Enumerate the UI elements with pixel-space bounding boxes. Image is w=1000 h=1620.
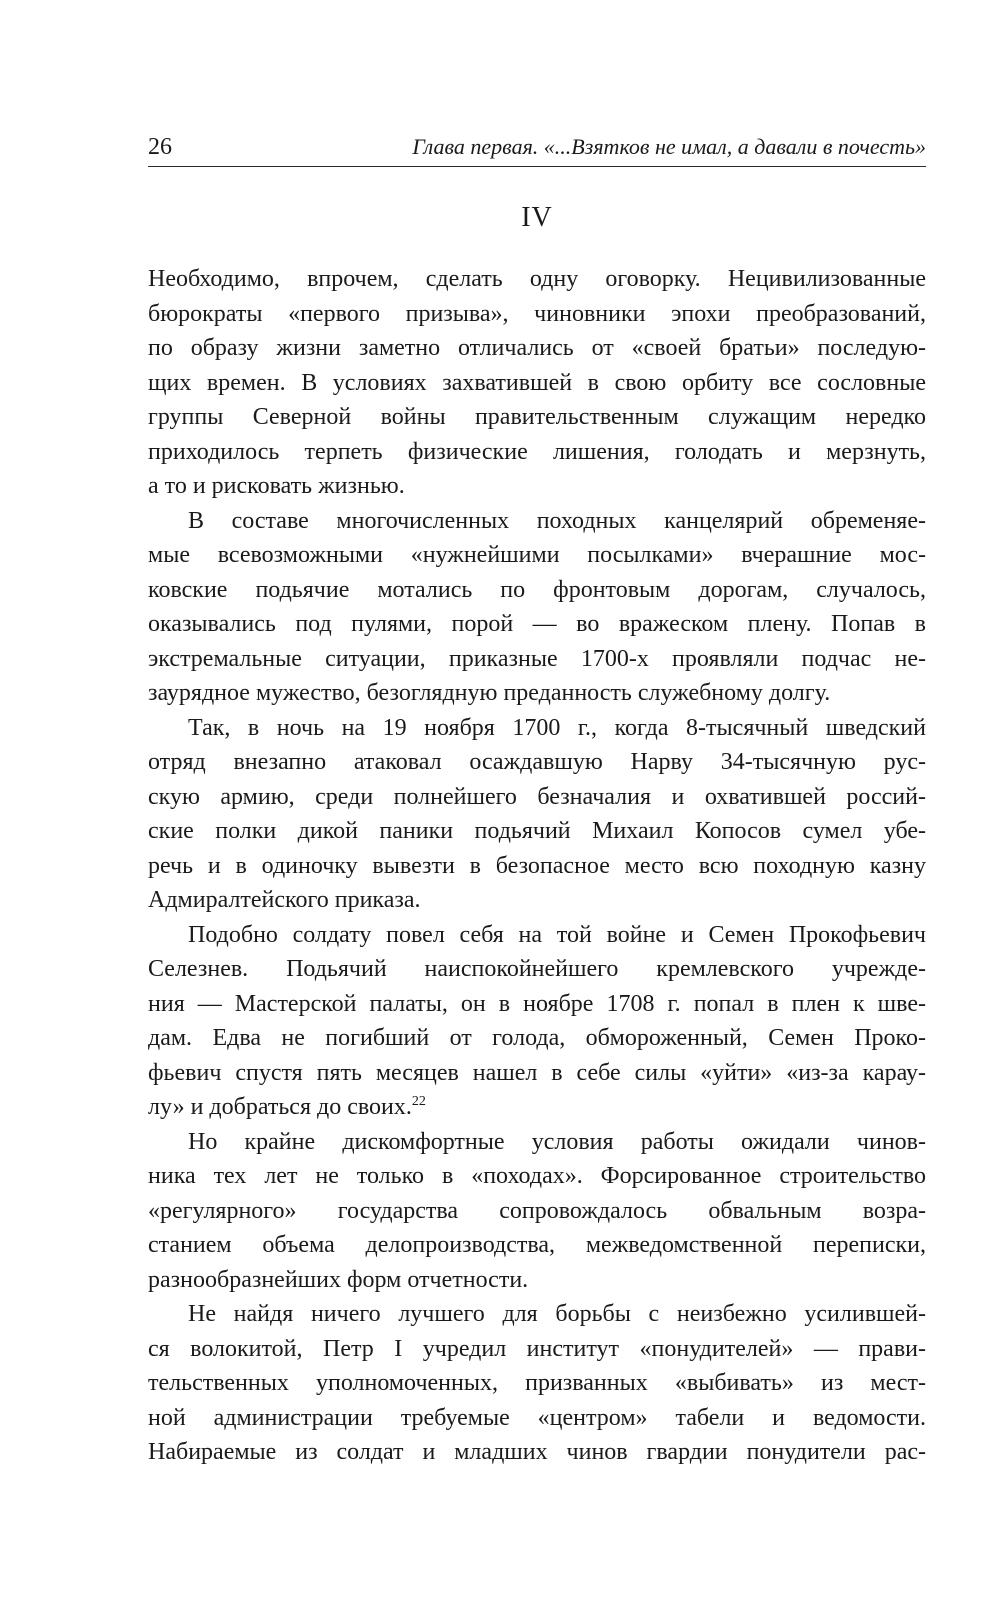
text-line: станием объема делопроизводства, межведомственной переписки, bbox=[148, 1232, 926, 1258]
text-line: Набираемые из солдат и младших чинов гвардии понудители рас- bbox=[148, 1439, 926, 1465]
text-line: разнообразнейших форм отчетности. bbox=[148, 1266, 529, 1293]
text-line: ские полки дикой паники подьячий Михаил Копосов сумел убе- bbox=[148, 818, 926, 844]
text-line: дам. Едва не погибший от голода, обмороженный, Семен Проко- bbox=[148, 1025, 926, 1051]
text-line: ной администрации требуемые «центром» табели и ведомости. bbox=[148, 1404, 926, 1431]
paragraph bbox=[148, 262, 926, 504]
text-line: тельственных уполномоченных, призванных «выбивать» из мест- bbox=[148, 1370, 926, 1396]
text-line: скую армию, среди полнейшего безначалия и охватившей россий- bbox=[148, 783, 926, 810]
text-line: Подобно солдату повел себя на той войне и Семен Прокофьевич bbox=[188, 921, 926, 948]
text-line-content: лу» и добраться до своих. bbox=[148, 1094, 412, 1120]
text-line: а то и рисковать жизнью. bbox=[148, 473, 405, 499]
text-line: ника тех лет не только в «походах». Форсированное строительство bbox=[148, 1163, 926, 1189]
text-line bbox=[148, 1090, 926, 1125]
page-number: 26 bbox=[148, 134, 172, 160]
text-line: ковские подьячие мотались по фронтовым дорогам, случалось, bbox=[148, 576, 926, 603]
text-line: Селезнев. Подьячий наиспокойнейшего кремлевского учрежде- bbox=[148, 956, 926, 982]
running-header bbox=[148, 132, 926, 167]
text-line: Не найдя ничего лучшего для борьбы с неизбежно усилившей- bbox=[188, 1301, 926, 1327]
text-line: В составе многочисленных походных канцелярий обременяе- bbox=[188, 507, 926, 534]
paragraph bbox=[148, 504, 926, 711]
text-line: приходилось терпеть физические лишения, голодать и мерзнуть, bbox=[148, 438, 926, 465]
paragraph bbox=[148, 711, 926, 918]
text-line: Так, в ночь на 19 ноября 1700 г., когда 8-тысячный шведский bbox=[188, 714, 926, 741]
chapter-title: Глава первая. «...Взятков не имал, а давали в почесть» bbox=[412, 134, 926, 159]
text-line: ся волокитой, Петр I учредил институт «понудителей» — прави- bbox=[148, 1335, 926, 1362]
text-line: Необходимо, впрочем, сделать одну оговорку. Нецивилизованные bbox=[148, 266, 926, 292]
paragraph bbox=[148, 918, 926, 1125]
text-line: Но крайне дискомфортные условия работы ожидали чинов- bbox=[188, 1128, 926, 1155]
text-line: мые всевозможными «нужнейшими посылками» вчерашние мос- bbox=[148, 542, 926, 568]
text-line: бюрократы «первого призыва», чиновники эпохи преобразований, bbox=[148, 300, 926, 327]
text-line: Адмиралтейского приказа. bbox=[148, 887, 421, 913]
paragraph bbox=[148, 1125, 926, 1298]
text-line: щих времен. В условиях захватившей в свою орбиту все сословные bbox=[148, 369, 926, 396]
text-line: речь и в одиночку вывезти в безопасное место всю походную казну bbox=[148, 852, 926, 879]
book-page bbox=[148, 0, 926, 1620]
text-line: заурядное мужество, безоглядную преданность служебному долгу. bbox=[148, 680, 831, 706]
text-line: отряд внезапно атаковал осаждавшую Нарву 34-тысячную рус- bbox=[148, 749, 926, 775]
footnote-marker: 22 bbox=[411, 1094, 426, 1109]
text-line: фьевич спустя пять месяцев нашел в себе силы «уйти» «из-за карау- bbox=[148, 1059, 926, 1086]
text-line: оказывались под пулями, порой — во вражеском плену. Попав в bbox=[148, 611, 926, 637]
section-heading: IV bbox=[521, 202, 553, 233]
text-line: «регулярного» государства сопровождалось обвальным возра- bbox=[148, 1197, 926, 1224]
text-line: группы Северной войны правительственным служащим нередко bbox=[148, 404, 926, 430]
text-line: по образу жизни заметно отличались от «своей братьи» последую- bbox=[148, 335, 926, 361]
body-text bbox=[148, 262, 926, 1470]
paragraph bbox=[148, 1297, 926, 1470]
text-line: ния — Мастерской палаты, он в ноябре 1708 г. попал в плен к шве- bbox=[148, 990, 926, 1017]
text-line: экстремальные ситуации, приказные 1700-х проявляли подчас не- bbox=[148, 645, 926, 672]
